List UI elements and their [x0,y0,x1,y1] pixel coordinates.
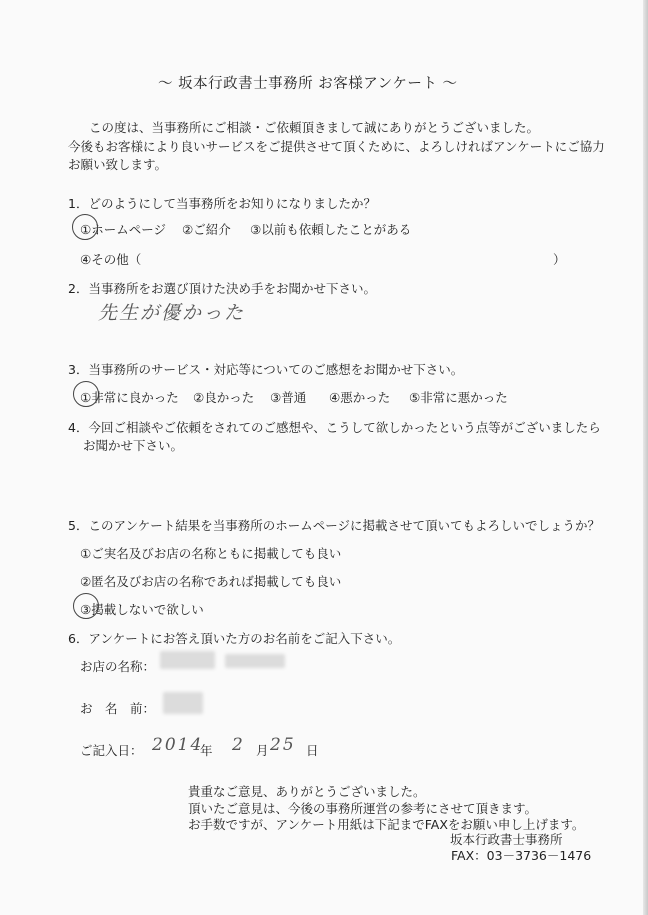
q1-question: 1．どのようにして当事務所をお知りになりましたか？ [68,196,376,211]
q1-option-2[interactable]: ②ご紹介 [182,222,231,237]
intro-line-3: お願い致します。 [68,157,168,172]
q4-question-line-1: 4．今回ご相談やご依頼をされてのご感想や、こうして欲しかったという点等がございましたら [68,420,601,435]
q1-other-close: ） [553,252,566,267]
date-year: 2014 [152,735,204,755]
q3-option-3[interactable]: ③普通 [270,390,307,405]
q3-option-1[interactable]: ①非常に良かった [80,390,179,405]
q3-option-2[interactable]: ②良かった [193,390,255,405]
q2-question: 2．当事務所をお選び頂けた決め手をお聞かせ下さい。 [68,281,376,296]
scan-edge-shadow [643,0,648,915]
footer-line-1: 貴重なご意見、ありがとうございました。 [188,784,426,799]
date-day-unit: 日 [306,743,319,758]
q1-option-other[interactable]: ④その他（ [80,252,142,267]
redacted-name [163,692,203,714]
q5-question: 5．このアンケート結果を当事務所のホームページに掲載させて頂いてもよろしいでしょうか？ [68,518,600,533]
redacted-shop-name [160,651,215,669]
q5-option-2[interactable]: ②匿名及びお店の名称であれば掲載しても良い [80,574,342,589]
shop-name-label: お店の名称： [80,659,156,674]
date-label: ご記入日： [80,743,143,758]
selection-circle [73,381,99,407]
name-label: お 名 前： [80,701,156,716]
q3-question: 3．当事務所のサービス・対応等についてのご感想をお聞かせ下さい。 [68,362,464,377]
q3-option-5[interactable]: ⑤非常に悪かった [409,390,508,405]
q2-handwritten-answer: 先生が優かった [98,302,246,324]
selection-circle [72,214,98,240]
q5-option-1[interactable]: ①ご実名及びお店の名称ともに掲載しても良い [80,546,342,561]
q3-option-4[interactable]: ④悪かった [329,390,391,405]
date-month: 2 [232,735,245,755]
q1-option-1[interactable]: ①ホームページ [80,222,166,237]
intro-line-2: 今後もお客様により良いサービスをご提供させて頂くために、よろしければアンケートにご協力 [68,139,605,154]
q1-option-3[interactable]: ③以前も依頼したことがある [250,222,412,237]
footer-line-2: 頂いたご意見は、今後の事務所運営の参考にさせて頂きます。 [188,801,538,816]
footer-line-3: お手数ですが、アンケート用紙は下記までFAXをお願い申し上げます。 [188,817,585,832]
footer-fax: FAX：03－3736－1476 [451,848,592,863]
page-title: 〜 坂本行政書士事務所 お客様アンケート 〜 [158,76,458,92]
redacted-shop-name [225,654,285,668]
date-month-unit: 月 [256,743,269,758]
q4-question-line-2: お聞かせ下さい。 [83,438,184,453]
q5-option-3[interactable]: ③掲載しないで欲しい [80,602,204,617]
q6-question: 6．アンケートにお答え頂いた方のお名前をご記入下さい。 [68,631,401,646]
footer-office-name: 坂本行政書士事務所 [450,832,563,847]
date-day: 25 [270,735,296,755]
date-year-unit: 年 [200,743,213,758]
intro-line-1: この度は、当事務所にご相談・ご依頼頂きまして誠にありがとうございました。 [89,120,540,135]
selection-circle [73,593,99,619]
